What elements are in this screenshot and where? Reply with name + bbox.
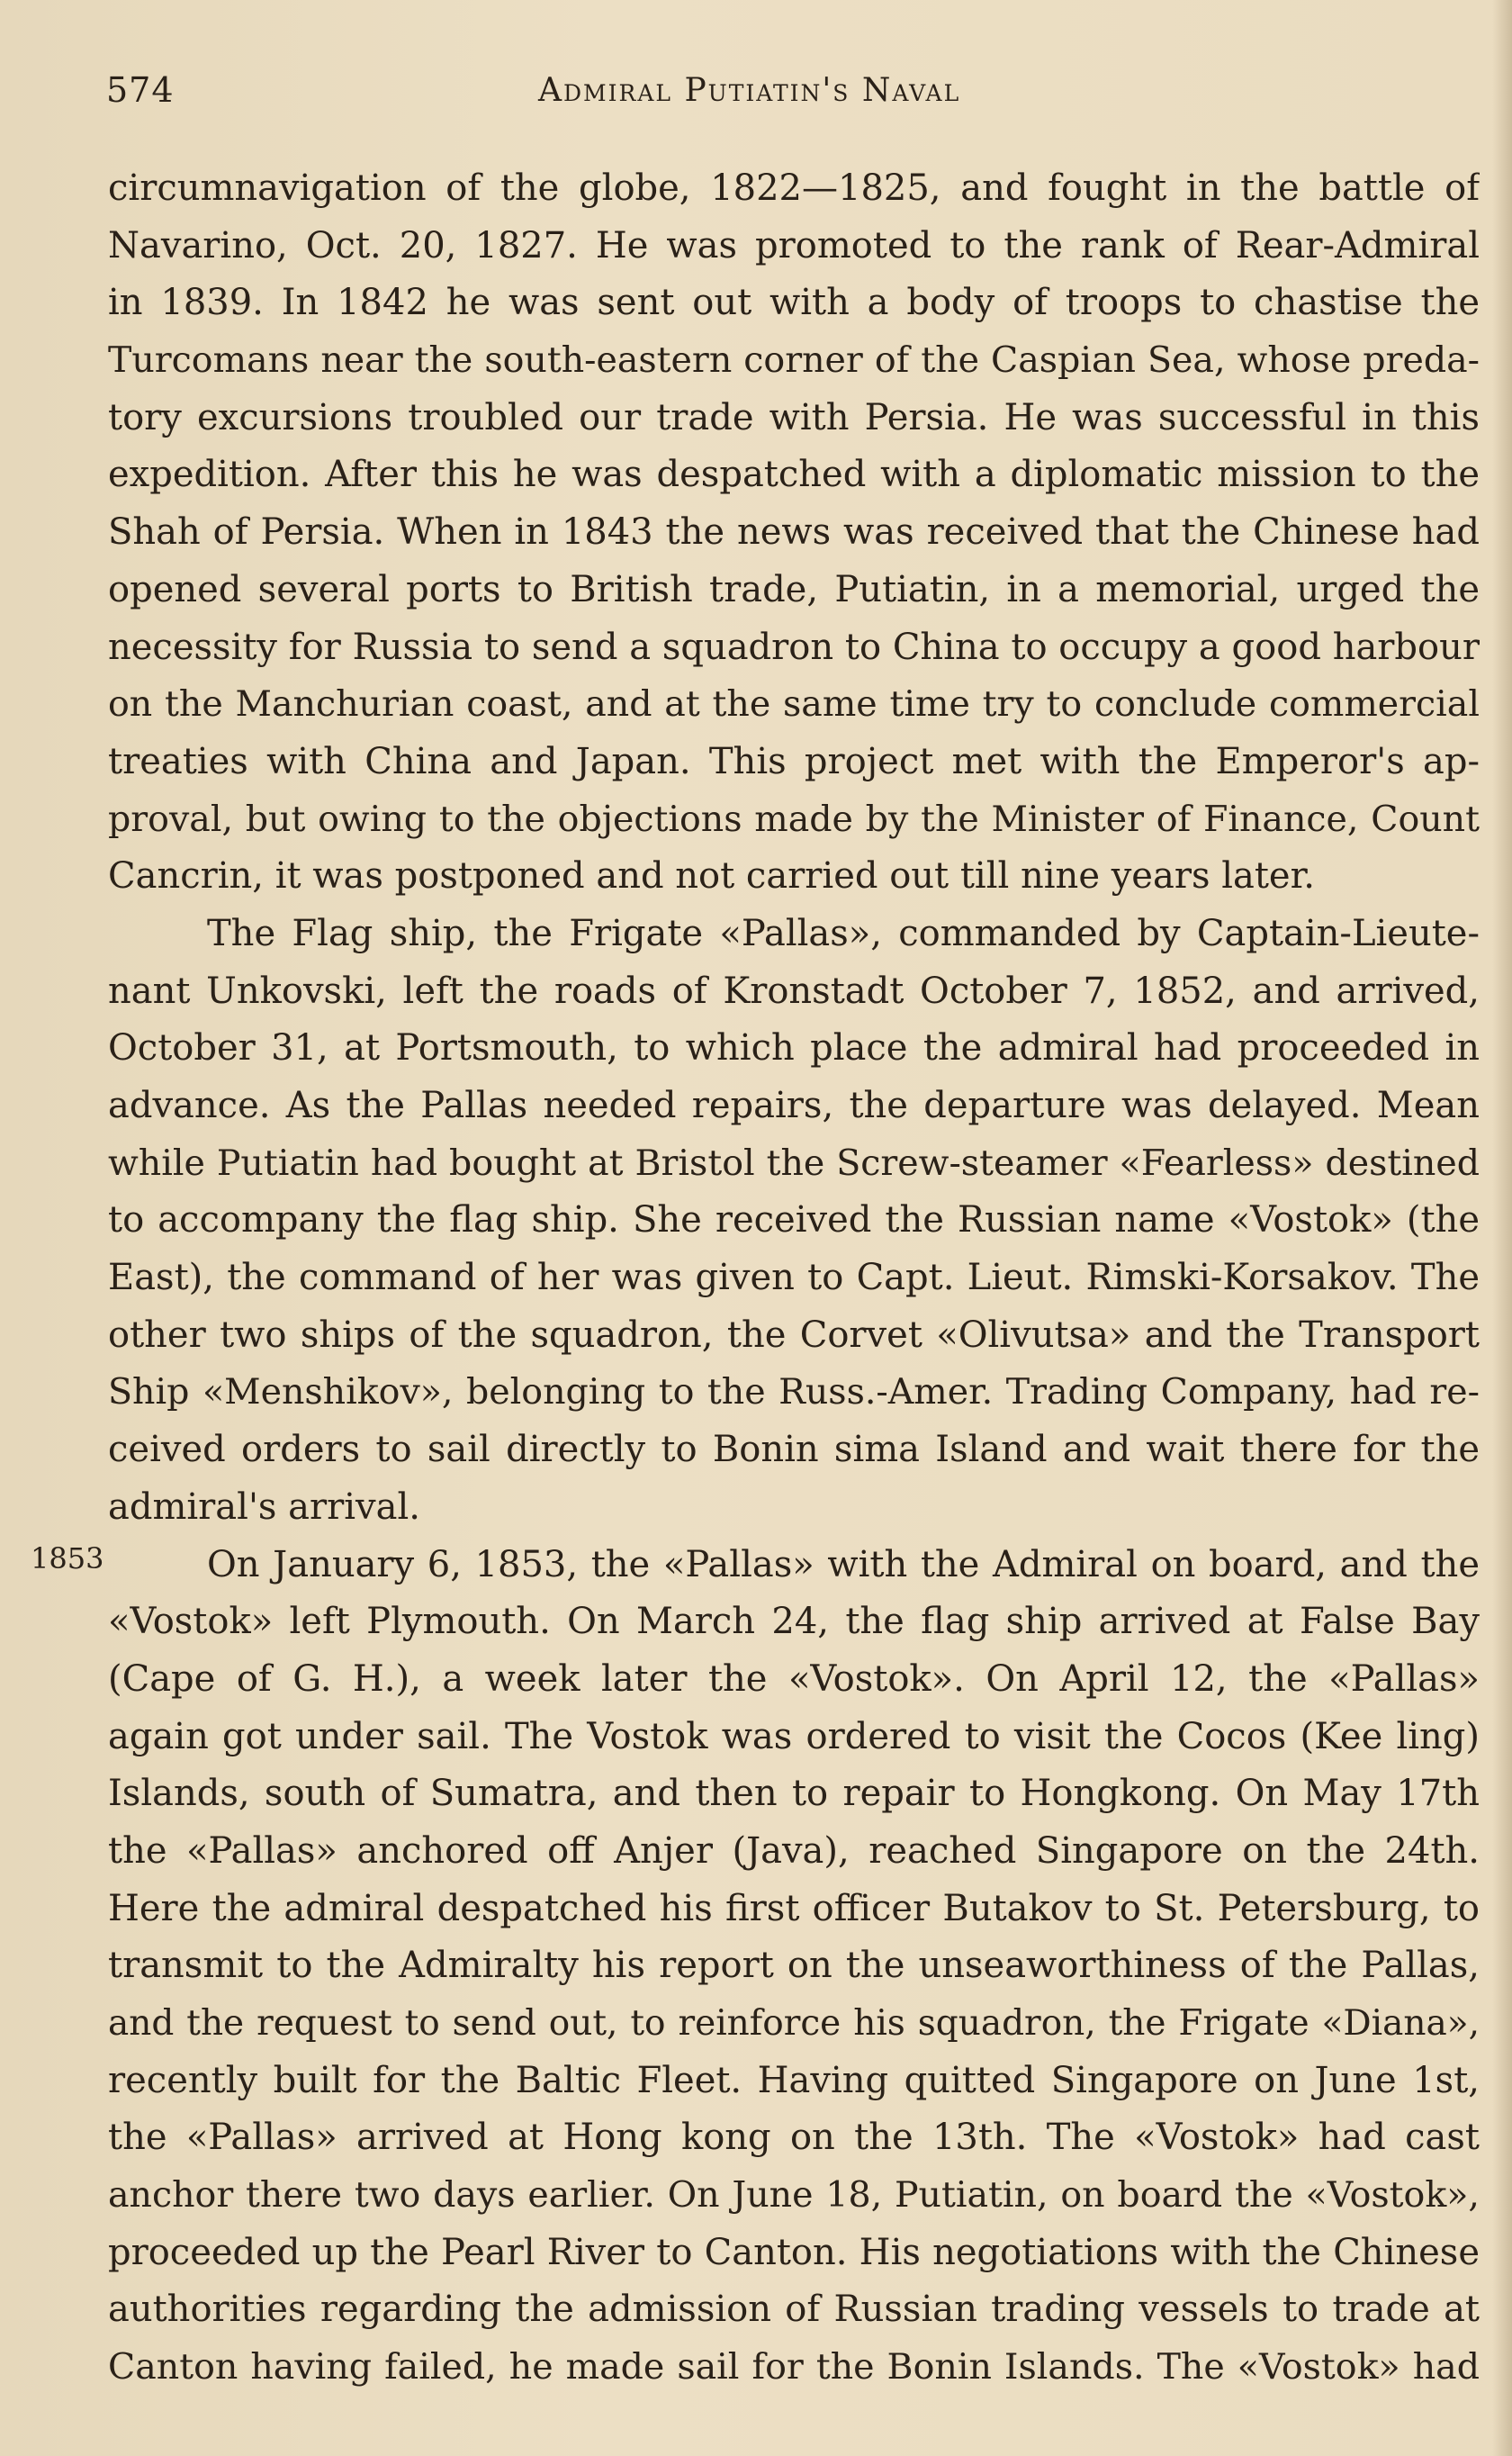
text-line: October 31, at Portsmouth, to which place the admiral had proceeded in xyxy=(108,1027,1480,1070)
text-line: circumnavigation of the globe, 1822—1825, and fought in the battle of xyxy=(108,167,1480,209)
text-line: the «Pallas» anchored off Anjer (Java), reached Singapore on the 24th. xyxy=(108,1829,1480,1872)
text-line: necessity for Russia to send a squadron to China to occupy a good harbour xyxy=(108,626,1480,668)
text-line: Here the admiral despatched his first officer Butakov to St. Petersburg, to xyxy=(108,1887,1480,1929)
text-line: again got under sail. The Vostok was ordered to visit the Cocos (Kee ling) xyxy=(108,1715,1480,1757)
text-line: Islands, south of Sumatra, and then to repair to Hongkong. On May 17th xyxy=(108,1773,1480,1815)
text-line: other two ships of the squadron, the Corvet «Olivutsa» and the Transport xyxy=(108,1314,1480,1356)
text-line: Shah of Persia. When in 1843 the news was received that the Chinese had xyxy=(108,511,1480,554)
text-line: in 1839. In 1842 he was sent out with a body of troops to chastise the xyxy=(108,282,1480,324)
text-line: anchor there two days earlier. On June 18, Putiatin, on board the «Vostok», xyxy=(108,2174,1480,2217)
text-line: expedition. After this he was despatched with a diplomatic mission to the xyxy=(108,454,1480,496)
running-head: Admiral Putiatin's Naval xyxy=(538,72,961,109)
text-line: while Putiatin had bought at Bristol the Screw-steamer «Fearless» destined xyxy=(108,1142,1480,1184)
text-line: to accompany the flag ship. She received the Russian name «Vostok» (the xyxy=(108,1199,1480,1242)
text-line: recently built for the Baltic Fleet. Having quitted Singapore on June 1st, xyxy=(108,2059,1480,2101)
text-line: tory excursions troubled our trade with Persia. He was successful in this xyxy=(108,396,1480,438)
text-line: (Cape of G. H.), a week later the «Vostok». On April 12, the «Pallas» xyxy=(108,1657,1480,1700)
text-line: treaties with China and Japan. This project met with the Emperor's ap- xyxy=(108,740,1480,782)
text-line: Navarino, Oct. 20, 1827. He was promoted to the rank of Rear-Admiral xyxy=(108,224,1480,266)
text-line: admiral's arrival. xyxy=(108,1485,421,1528)
text-line: Canton having failed, he made sail for the Bonin Islands. The «Vostok» had xyxy=(108,2346,1480,2388)
page-header xyxy=(106,63,1474,117)
text-line: Ship «Menshikov», belonging to the Russ.-Amer. Trading Company, had re- xyxy=(108,1371,1480,1413)
text-line: East), the command of her was given to Capt. Lieut. Rimski-Korsakov. The xyxy=(108,1257,1480,1299)
text-line: opened several ports to British trade, Putiatin, in a memorial, urged the xyxy=(108,568,1480,610)
text-line: proval, but owing to the objections made by the Minister of Finance, Count xyxy=(108,798,1480,840)
page-edge-shadow xyxy=(1492,0,1512,2456)
paragraph-first-line: The Flag ship, the Frigate «Pallas», commanded by Captain-Lieute- xyxy=(207,912,1480,954)
text-line: the «Pallas» arrived at Hong kong on the 13th. The «Vostok» had cast xyxy=(108,2117,1480,2159)
page-number: 574 xyxy=(106,70,175,110)
text-line: nant Unkovski, left the roads of Kronstadt October 7, 1852, and arrived, xyxy=(108,970,1480,1012)
text-line: on the Manchurian coast, and at the same time try to conclude commercial xyxy=(108,683,1480,726)
text-line: Turcomans near the south-eastern corner of the Caspian Sea, whose preda- xyxy=(108,339,1480,382)
text-line: and the request to send out, to reinforce his squadron, the Frigate «Diana», xyxy=(108,2003,1480,2044)
text-line: advance. As the Pallas needed repairs, the departure was delayed. Mean xyxy=(108,1085,1480,1126)
text-line: ceived orders to sail directly to Bonin sima Island and wait there for the xyxy=(108,1429,1480,1471)
margin-year-note: 1853 xyxy=(31,1541,104,1576)
text-line: authorities regarding the admission of Russian trading vessels to trade at xyxy=(108,2289,1480,2331)
text-line: «Vostok» left Plymouth. On March 24, the flag ship arrived at False Bay xyxy=(108,1601,1480,1643)
text-line: proceeded up the Pearl River to Canton. His negotiations with the Chinese xyxy=(108,2231,1480,2273)
text-line: transmit to the Admiralty his report on the unseaworthiness of the Pallas, xyxy=(108,1945,1480,1987)
text-line: Cancrin, it was postponed and not carried out till nine years later. xyxy=(108,855,1316,898)
body-text xyxy=(108,160,1480,2397)
paragraph-first-line: On January 6, 1853, the «Pallas» with the Admiral on board, and the xyxy=(207,1543,1480,1585)
